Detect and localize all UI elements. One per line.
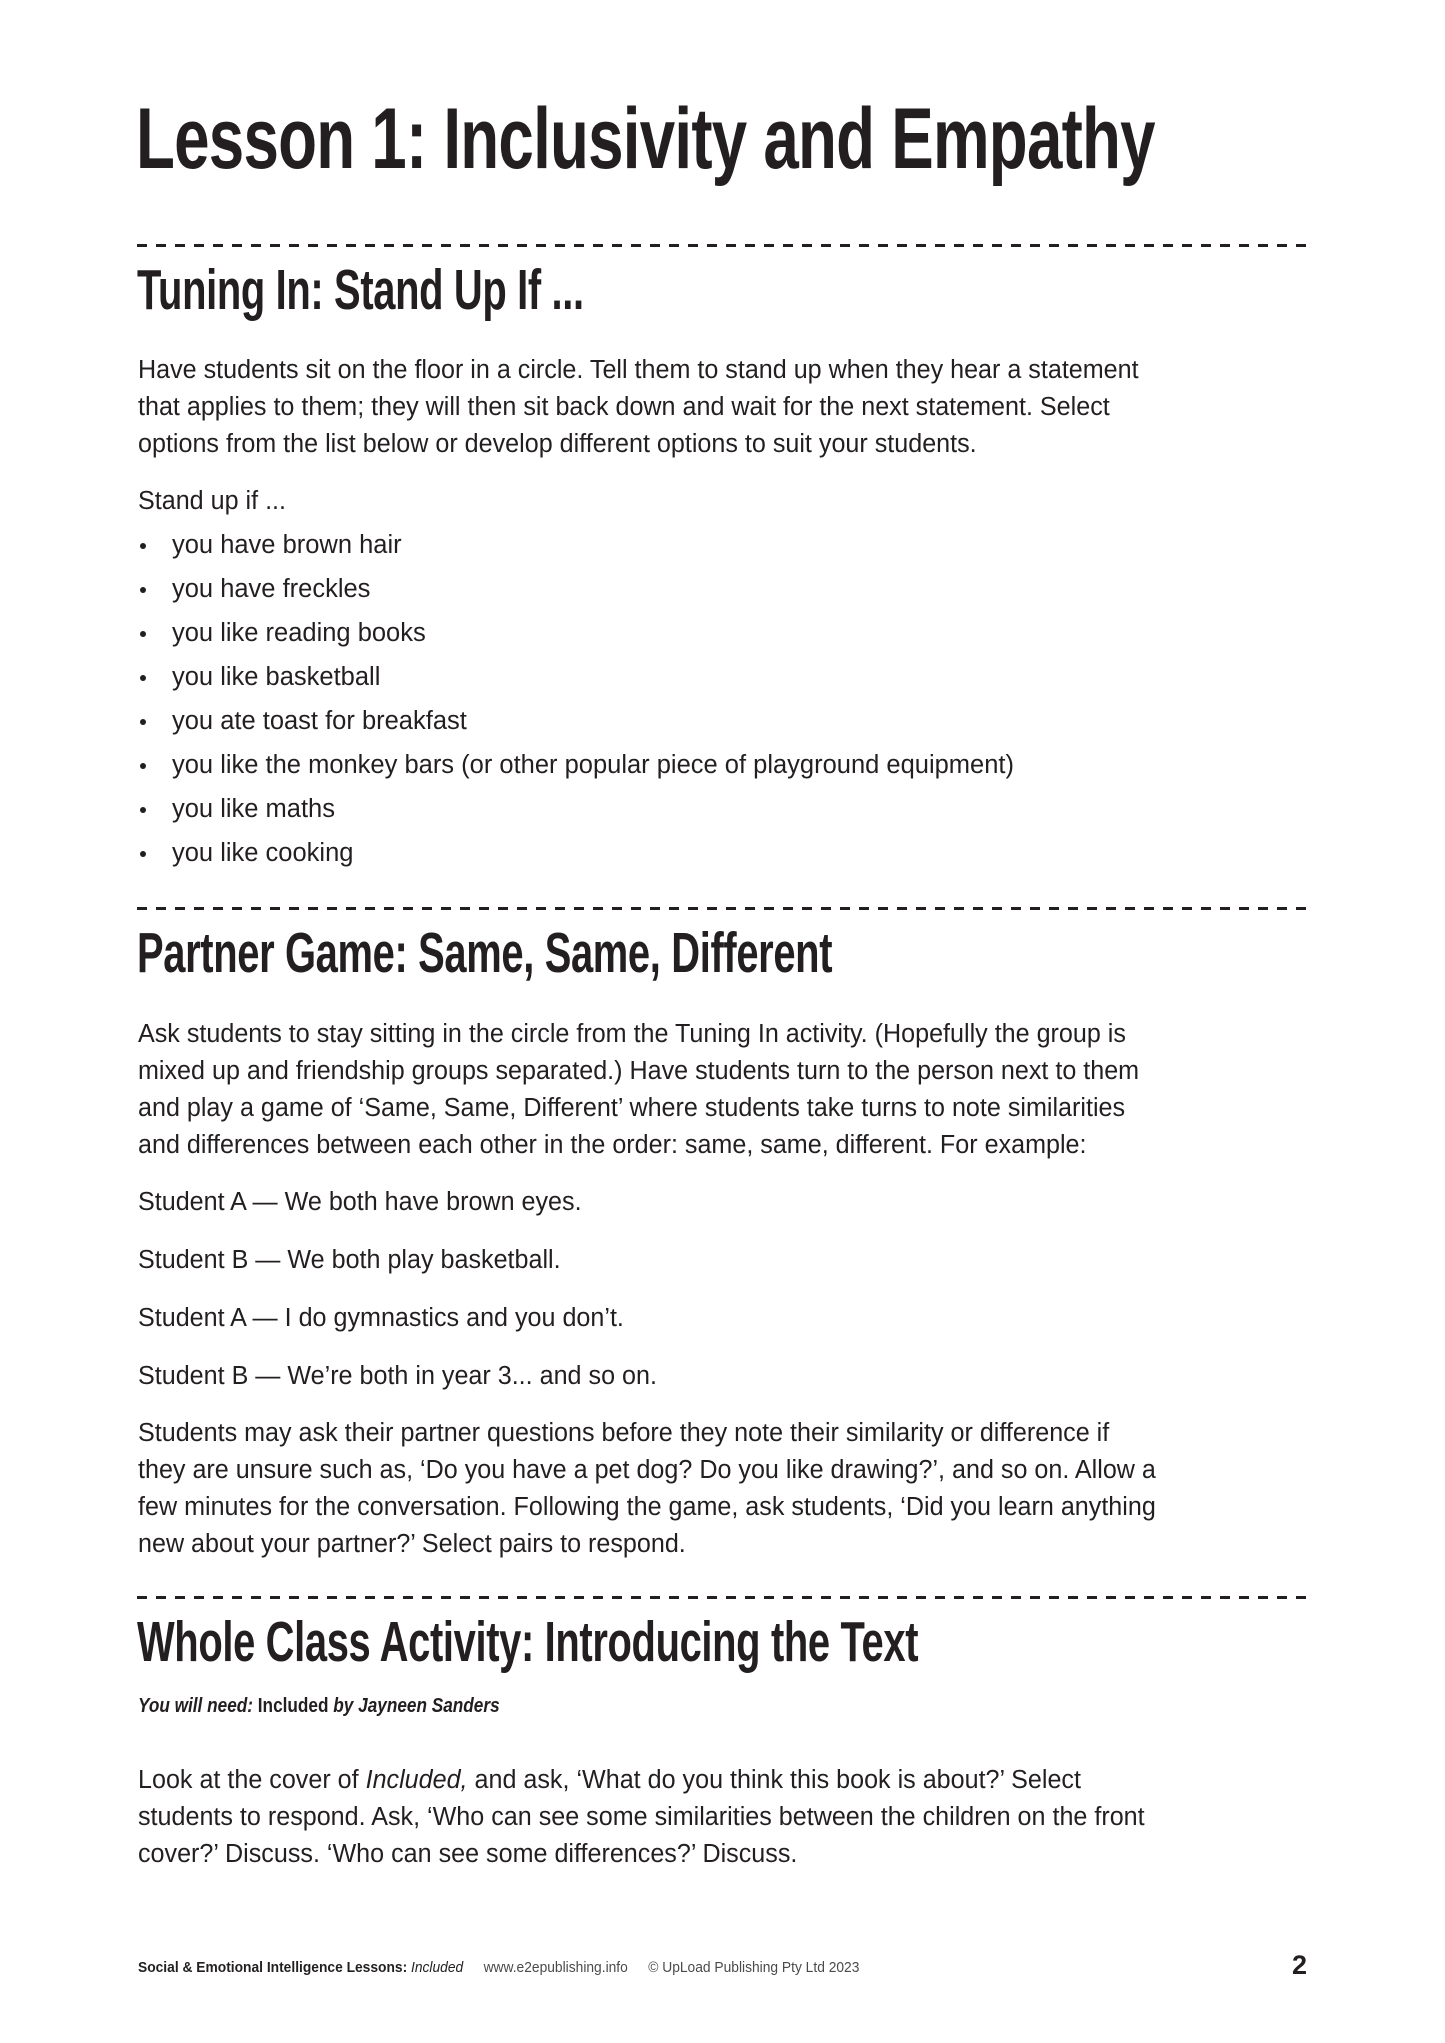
list-item-text: you like cooking	[172, 839, 354, 867]
bullet-icon	[140, 587, 146, 593]
paragraph-line: Ask students to stay sitting in the circle from the Tuning In activity. (Hopefully the group is	[138, 1020, 1126, 1048]
example-line: Student A — I do gymnastics and you don’t.	[138, 1304, 624, 1332]
bullet-icon	[140, 851, 146, 857]
dashed-divider	[137, 244, 1312, 247]
footer-series-italic: Included	[411, 1959, 464, 1976]
section-heading-whole-class: Whole Class Activity: Introducing the Text	[137, 1610, 919, 1674]
paragraph-line: Have students sit on the floor in a circle. Tell them to stand up when they hear a statement	[138, 356, 1139, 384]
list-item-text: you ate toast for breakfast	[172, 707, 467, 735]
section-heading-partner-game: Partner Game: Same, Same, Different	[137, 921, 833, 985]
paragraph-line: students to respond. Ask, ‘Who can see some similarities between the children on the front	[138, 1803, 1145, 1831]
paragraph-line: and play a game of ‘Same, Same, Different’ where students take turns to note similarities	[138, 1094, 1126, 1122]
page-footer	[138, 1958, 859, 1978]
list-item-text: you have freckles	[172, 575, 371, 603]
book-author: by Jayneen Sanders	[333, 1695, 500, 1717]
bullet-icon	[140, 631, 146, 637]
paragraph-line: new about your partner?’ Select pairs to respond.	[138, 1530, 686, 1558]
footer-series-text: Social & Emotional Intelligence Lessons:	[138, 1959, 408, 1976]
paragraph-line: Students may ask their partner questions before they note their similarity or difference if	[138, 1419, 1110, 1447]
paragraph-line: and differences between each other in the order: same, same, different. For example:	[138, 1131, 1087, 1159]
text-segment: Look at the cover of	[138, 1766, 366, 1794]
book-title: Included	[257, 1695, 329, 1717]
example-line: Student B — We both play basketball.	[138, 1246, 561, 1274]
text-segment: and ask, ‘What do you think this book is about?’ Select	[467, 1766, 1081, 1794]
paragraph-line	[138, 1765, 1081, 1795]
section-heading-tuning-in: Tuning In: Stand Up If ...	[137, 258, 584, 322]
example-line: Student A — We both have brown eyes.	[138, 1188, 582, 1216]
lesson-title: Lesson 1: Inclusivity and Empathy	[136, 91, 1155, 187]
paragraph-line: options from the list below or develop different options to suit your students.	[138, 430, 977, 458]
example-line: Student B — We’re both in year 3... and so on.	[138, 1362, 657, 1390]
page-number: 2	[1292, 1950, 1308, 1980]
paragraph-line: that applies to them; they will then sit back down and wait for the next statement. Select	[138, 393, 1110, 421]
list-item-text: you like basketball	[172, 663, 381, 691]
list-item-text: you like the monkey bars (or other popular piece of playground equipment)	[172, 751, 1014, 779]
bullet-icon	[140, 763, 146, 769]
list-item-text: you have brown hair	[172, 531, 402, 559]
bullet-icon	[140, 807, 146, 813]
footer-series	[138, 1959, 463, 1976]
bullet-icon	[140, 675, 146, 681]
paragraph-line: they are unsure such as, ‘Do you have a pet dog? Do you like drawing?’, and so on. Allow a	[138, 1456, 1156, 1484]
book-title-italic: Included,	[365, 1766, 468, 1794]
bullet-icon	[140, 719, 146, 725]
you-will-need-label: You will need:	[138, 1695, 253, 1717]
dashed-divider	[137, 907, 1312, 910]
paragraph-line: cover?’ Discuss. ‘Who can see some differences?’ Discuss.	[138, 1840, 798, 1868]
footer-website-link[interactable]: www.e2epublishing.info	[483, 1959, 628, 1976]
footer-copyright: © UpLoad Publishing Pty Ltd 2023	[648, 1959, 860, 1976]
bullet-icon	[140, 543, 146, 549]
list-item-text: you like maths	[172, 795, 335, 823]
list-item-text: you like reading books	[172, 619, 426, 647]
paragraph-line: few minutes for the conversation. Following the game, ask students, ‘Did you learn anything	[138, 1493, 1156, 1521]
you-will-need	[138, 1693, 500, 1719]
paragraph-line: mixed up and friendship groups separated.) Have students turn to the person next to them	[138, 1057, 1140, 1085]
dashed-divider	[137, 1596, 1312, 1599]
list-intro: Stand up if ...	[138, 487, 287, 515]
